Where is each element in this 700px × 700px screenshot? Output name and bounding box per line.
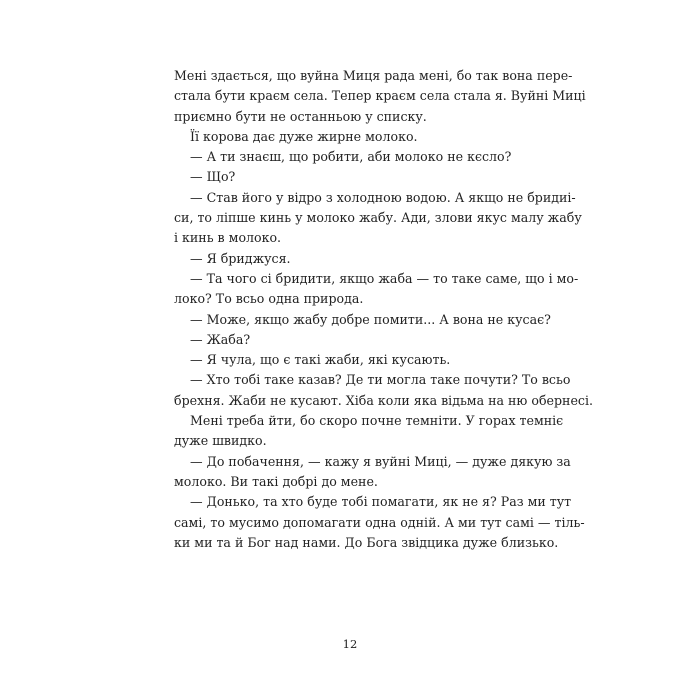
text-line: приємно бути не останньою у списку. (174, 108, 427, 124)
text-line: ки ми та й Бог над нами. До Бога звідцика дуже близько. (174, 534, 559, 550)
text-line: — Я чула, що є такі жаби, які кусають. (190, 352, 451, 368)
text-line: си, то ліпше кинь у молоко жабу. Ади, злови якус малу жабу (174, 210, 582, 226)
text-line: стала бути краєм села. Тепер краєм села стала я. Вуйні Миці (174, 88, 586, 104)
text-line: — А ти знаєш, що робити, аби молоко не кєсло? (190, 149, 512, 165)
text-line: Мені здається, що вуйна Миця рада мені, бо так вона пере- (174, 68, 573, 83)
page-number: 12 (342, 637, 358, 651)
text-line: — Що? (190, 169, 236, 185)
text-line: — Став його у відро з холодною водою. А якщо не бридиі- (190, 189, 576, 205)
text-line: — До побачення, — кажу я вуйні Миці, — дуже дякую за (190, 453, 571, 469)
text-line: Її корова дає дуже жирне молоко. (190, 128, 418, 144)
text-line: молоко. Ви такі добрі до мене. (174, 473, 378, 489)
text-line: самі, то мусимо допомагати одна одній. А ми тут самі — тіль- (174, 514, 585, 530)
text-line: — Хто тобі таке казав? Де ти могла таке почути? То всьо (190, 372, 571, 388)
text-line: брехня. Жаби не кусают. Хіба коли яка відьма на ню обернесі. (174, 392, 593, 408)
text-line: — Донько, та хто буде тобі помагати, як не я? Раз ми тут (190, 494, 572, 510)
text-line: дуже швидко. (174, 433, 267, 449)
text-line: — Може, якщо жабу добре помити... А вона не кусає? (190, 311, 551, 327)
text-line: і кинь в молоко. (174, 230, 282, 246)
text-line: — Та чого сі бридити, якщо жаба — то таке саме, що і мо- (190, 270, 579, 286)
text-line: Мені треба йти, бо скоро почне темніти. У горах темніє (190, 413, 564, 429)
text-line: — Я бриджуся. (190, 250, 291, 266)
text-line: локо? То всьо одна природа. (174, 291, 364, 307)
body-text (174, 66, 593, 553)
text-line: — Жаба? (190, 331, 251, 347)
